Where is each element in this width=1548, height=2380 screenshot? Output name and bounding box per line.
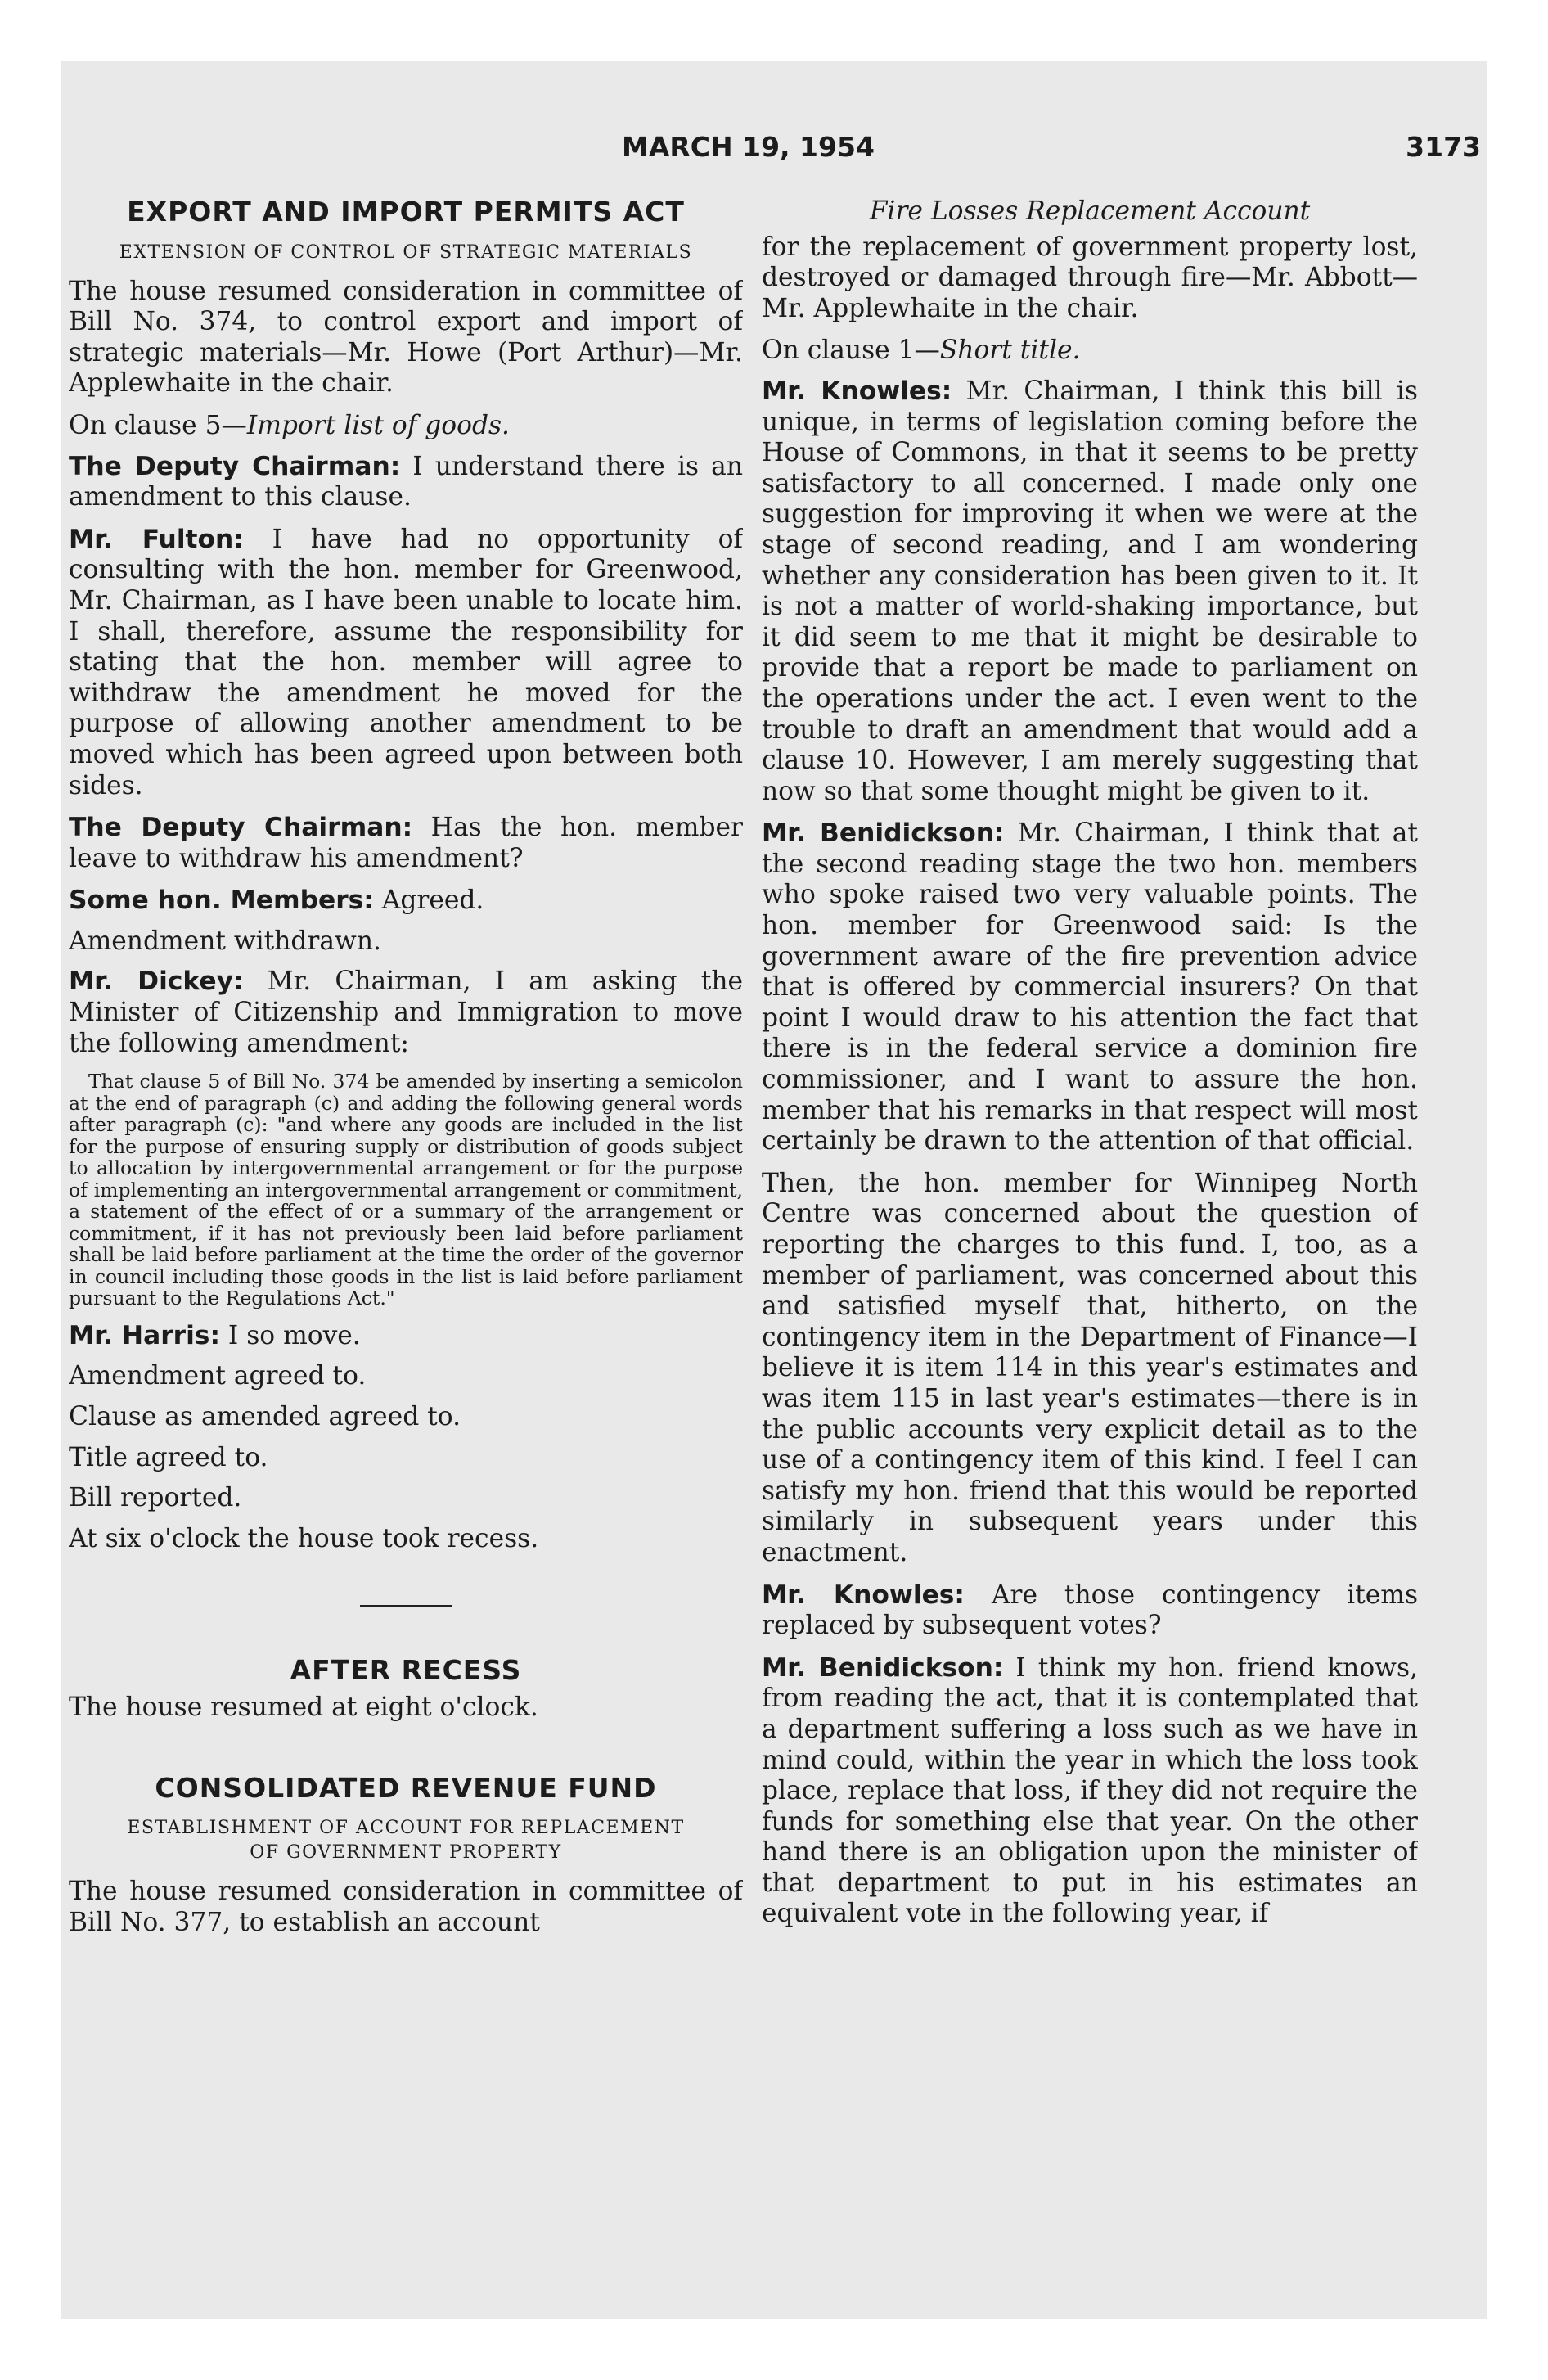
running-subtitle: Fire Losses Replacement Account (869, 196, 1311, 226)
left-column (69, 196, 743, 2292)
subtitle-line: OF GOVERNMENT PROPERTY (250, 1842, 562, 1864)
section-subtitle-replacement (69, 1816, 743, 1865)
speech-text: Mr. Chairman, I think this bill is unique, in terms of legislation coming before the House of Commons, in that it seems to be pretty satisfactory to all concerned. I made only one suggestion for improving it when we were at the stage of second reading, and I am wondering whether any consideration has been given to it. It is not a matter of world-shaking importance, but it did seem to me that it might be desirable to provide that a report be made to parliament on the operations under the act. I even went to the trouble to draft an amendment that would add a clause 10. However, I am merely suggesting that now so that some thought might be given to it. (762, 376, 1418, 806)
paragraph: The house resumed consideration in committee of Bill No. 377, to establish an account (69, 1877, 743, 1937)
speech (762, 1580, 1418, 1642)
clause-line (69, 411, 743, 442)
page-header (0, 131, 1548, 172)
paragraph: Bill reported. (69, 1483, 242, 1513)
speech-text: I so move. (219, 1320, 361, 1350)
speech-text: I think my hon. friend knows, from reading the act, that it is contemplated that a department suffering a loss such as we have in mind could, within the year in which the loss took place, replace that loss, if they did not require the funds for something else that year. On the other hand there is an obligation upon the minister of that department to put in his estimates an equivalent vote in the following year, if (762, 1652, 1418, 1929)
speaker-name: Mr. Harris: (69, 1320, 220, 1350)
speech-text: Mr. Chairman, I think that at the second reading stage the two hon. members who spoke raised two very valuable points. The hon. member for Greenwood said: Is the government aware of the fire prevention advice that is offered by commercial insurers? On that point I would draw to his attention the fact that there is in the federal service a dominion fire commissioner, and I want to assure the hon. member that his remarks in that respect will most certainly be drawn to the attention of that official. (762, 818, 1418, 1156)
speech-text: Are those contingency items replaced by subsequent votes? (762, 1580, 1418, 1641)
speech (69, 452, 743, 513)
speech-text: Has the hon. member leave to withdraw his amendment? (69, 813, 743, 873)
speech (69, 813, 743, 874)
subtitle-line: ESTABLISHMENT OF ACCOUNT FOR REPLACEMENT (127, 1818, 685, 1839)
right-column (762, 196, 1418, 2292)
section-title-export-import: EXPORT AND IMPORT PERMITS ACT (127, 196, 685, 228)
speaker-name: The Deputy Chairman: (69, 813, 413, 843)
speaker-name: Mr. Knowles: (762, 1580, 965, 1610)
paragraph: Amendment agreed to. (69, 1361, 367, 1391)
clause-title: Import list of goods. (246, 410, 511, 440)
after-recess-heading: AFTER RECESS (290, 1654, 522, 1687)
clause-line (762, 336, 1418, 367)
speech (762, 818, 1418, 1157)
section-subtitle-strategic-materials: EXTENSION OF CONTROL OF STRATEGIC MATERIALS (119, 241, 693, 263)
section-divider (360, 1605, 452, 1607)
speech-text: Mr. Chairman, I am asking the Minister of Citizenship and Immigration to move the following amendment: (69, 967, 743, 1058)
clause-prefix: On clause 5— (69, 410, 247, 440)
amendment-quote: That clause 5 of Bill No. 374 be amended by inserting a semicolon at the end of paragraph (c) and adding the following general words after paragraph (c): "and where any goods are included in the list for the purpose of ensuring supply or distribution of goods subject to allocation by intergovernmental arrangement or for the purpose of implementing an intergovernmental arrangement or commitment, a statement of the effect of or a summary of the arrangement or commitment, if it has not previously been laid before parliament shall be laid before parliament at the time the order of the governor in council including those goods in the list is laid before parliament pursuant to the Regulations Act." (69, 1070, 743, 1310)
page-date: MARCH 19, 1954 (622, 131, 875, 163)
paragraph: Clause as amended agreed to. (69, 1401, 461, 1431)
page-number: 3173 (1406, 131, 1481, 163)
speech (762, 1653, 1418, 1930)
speaker-name: Mr. Benidickson: (762, 818, 1005, 849)
speech (69, 525, 743, 801)
paragraph: At six o'clock the house took recess. (69, 1523, 539, 1553)
section-title-consolidated-revenue: CONSOLIDATED REVENUE FUND (155, 1771, 657, 1804)
paragraph: Title agreed to. (69, 1442, 268, 1472)
speech (69, 967, 743, 1059)
speech-text: I understand there is an amendment to this clause. (69, 451, 743, 512)
speaker-name: Mr. Benidickson: (762, 1652, 1004, 1683)
speaker-name: Mr. Knowles: (762, 376, 952, 406)
clause-title: Short title. (939, 336, 1081, 366)
paragraph: Then, the hon. member for Winnipeg North Centre was concerned about the question of reporting the charges to this fund. I, too, as a member of parliament, was concerned about this and satisfied myself that, hitherto, on the contingency item in the Department of Finance—I believe it is item 114 in this year's estimates and was item 115 in last year's estimates—there is in the public accounts very explicit detail as to the use of a contingency item of this kind. I feel I can satisfy my hon. friend that this would be reported similarly in subsequent years under this enactment. (762, 1168, 1418, 1567)
speaker-name: Mr. Fulton: (69, 524, 244, 554)
paragraph: The house resumed consideration in committee of Bill No. 374, to control export and import of strategic materials—Mr. Howe (Port Arthur)—Mr. Applewhaite in the chair. (69, 276, 743, 399)
speech-text: I have had no opportunity of consulting with the hon. member for Greenwood, Mr. Chairman, as I have been unable to locate him. I shall, therefore, assume the responsibility for stating that the hon. member will agree to withdraw the amendment he moved for the purpose of allowing another amendment to be moved which has been agreed upon between both sides. (69, 524, 743, 800)
speech-text: Agreed. (373, 886, 484, 916)
paragraph: for the replacement of government property lost, destroyed or damaged through fire—Mr. Abbott—Mr. Applewhaite in the chair. (762, 232, 1418, 323)
clause-prefix: On clause 1— (762, 336, 940, 366)
speaker-name: The Deputy Chairman: (69, 451, 401, 481)
speech (69, 886, 743, 917)
speech (762, 376, 1418, 807)
speech (69, 1321, 743, 1352)
speaker-name: Some hon. Members: (69, 886, 374, 916)
paragraph: Amendment withdrawn. (69, 926, 381, 956)
speaker-name: Mr. Dickey: (69, 967, 244, 997)
paragraph: The house resumed at eight o'clock. (69, 1692, 538, 1722)
